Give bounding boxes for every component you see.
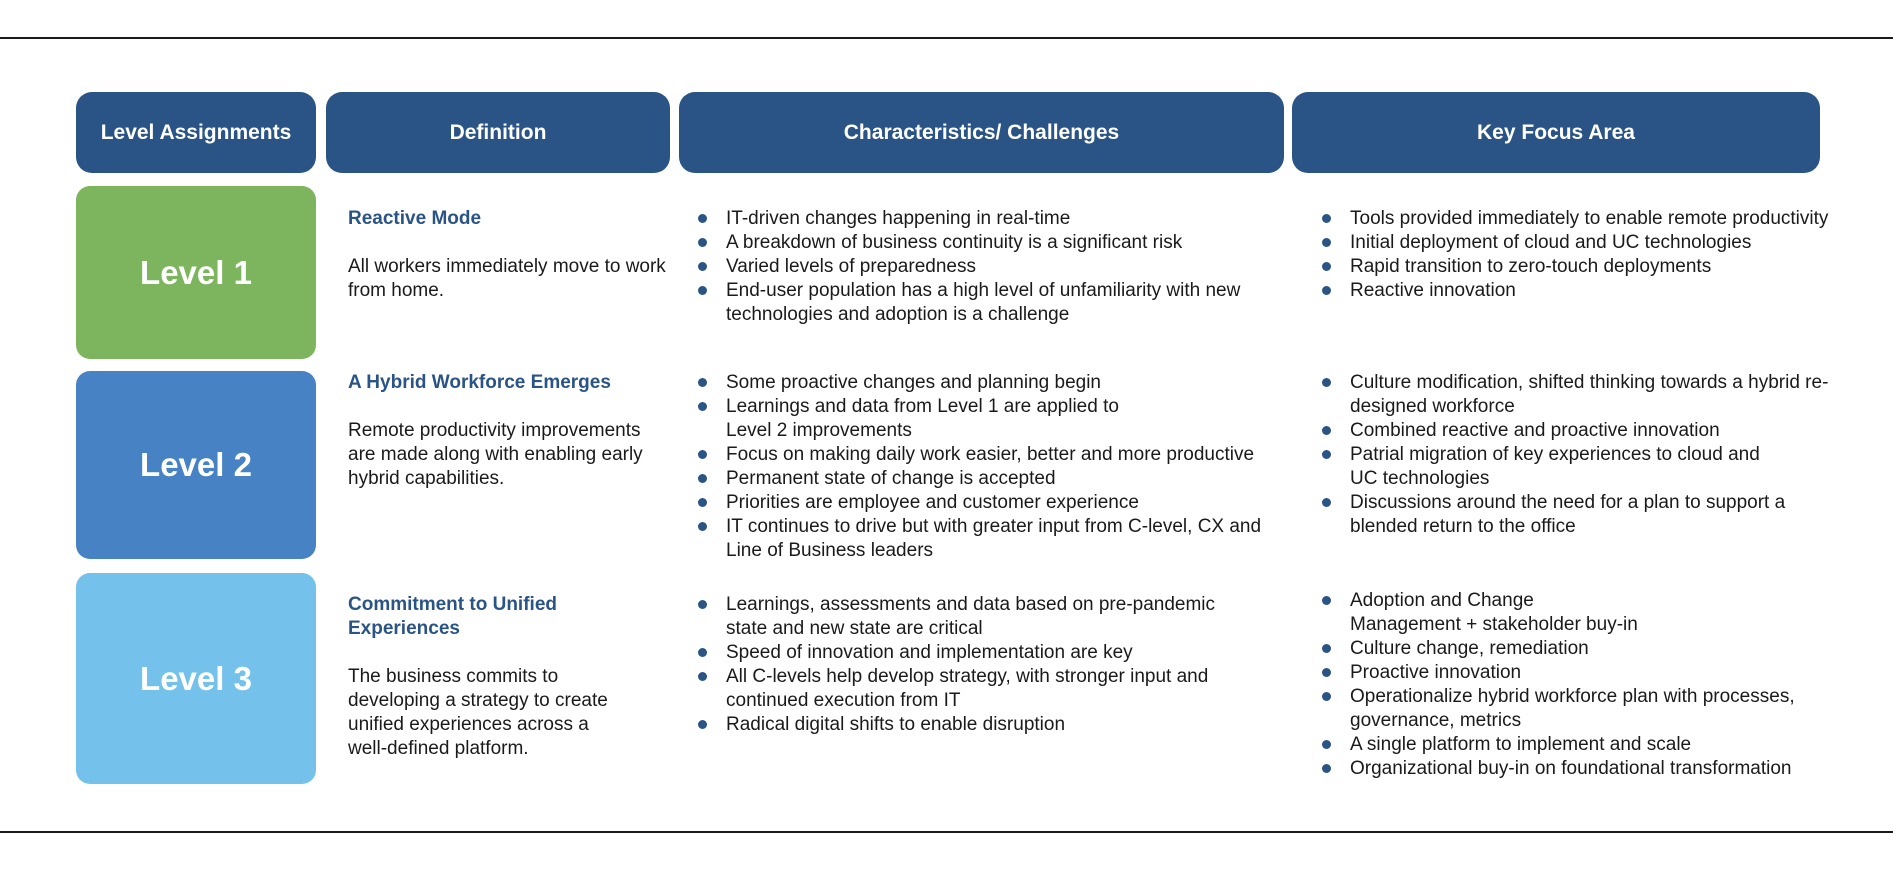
header-definition: Definition bbox=[326, 92, 670, 173]
top-rule bbox=[0, 37, 1893, 39]
list-item: Varied levels of preparedness bbox=[696, 255, 1296, 279]
definition-text: All workers immediately move to work from home. bbox=[348, 256, 666, 301]
list-item: Permanent state of change is accepted bbox=[696, 467, 1296, 491]
definition-text: Remote productivity improvements are made along with enabling early hybrid capabilities. bbox=[348, 420, 643, 489]
characteristics-level-1 bbox=[696, 207, 1296, 327]
list-item: Operationalize hybrid workforce plan with processes, governance, metrics bbox=[1320, 685, 1890, 733]
list-item: Adoption and Change Management + stakeholder buy-in bbox=[1320, 589, 1890, 637]
list-item: Combined reactive and proactive innovation bbox=[1320, 419, 1890, 443]
characteristics-level-3 bbox=[696, 593, 1296, 737]
focus-level-3 bbox=[1320, 589, 1890, 781]
level-1-badge: Level 1 bbox=[76, 186, 316, 359]
definition-text: The business commits to developing a strategy to create unified experiences across a well-defined platform. bbox=[348, 666, 608, 759]
focus-level-1 bbox=[1320, 207, 1890, 303]
list-item: Tools provided immediately to enable remote productivity bbox=[1320, 207, 1890, 231]
list-item: A breakdown of business continuity is a significant risk bbox=[696, 231, 1296, 255]
header-level-assignments: Level Assignments bbox=[76, 92, 316, 173]
focus-level-2 bbox=[1320, 371, 1890, 539]
list-item: IT continues to drive but with greater input from C-level, CX and Line of Business leaders bbox=[696, 515, 1296, 563]
list-item: Focus on making daily work easier, better and more productive bbox=[696, 443, 1296, 467]
list-item: Some proactive changes and planning begin bbox=[696, 371, 1296, 395]
level-2-badge: Level 2 bbox=[76, 371, 316, 559]
definition-title: Reactive Mode bbox=[348, 208, 482, 229]
list-item: A single platform to implement and scale bbox=[1320, 733, 1890, 757]
list-item: Speed of innovation and implementation are key bbox=[696, 641, 1296, 665]
level-3-badge: Level 3 bbox=[76, 573, 316, 784]
header-characteristics: Characteristics/ Challenges bbox=[679, 92, 1284, 173]
definition-level-3 bbox=[348, 593, 648, 761]
list-item: Culture modification, shifted thinking towards a hybrid re-designed workforce bbox=[1320, 371, 1890, 419]
list-item: Rapid transition to zero-touch deployments bbox=[1320, 255, 1890, 279]
header-key-focus: Key Focus Area bbox=[1292, 92, 1820, 173]
list-item: Radical digital shifts to enable disruption bbox=[696, 713, 1296, 737]
list-item: Culture change, remediation bbox=[1320, 637, 1890, 661]
definition-level-2 bbox=[348, 371, 668, 491]
characteristics-level-2 bbox=[696, 371, 1296, 563]
list-item: Organizational buy-in on foundational transformation bbox=[1320, 757, 1890, 781]
list-item: Reactive innovation bbox=[1320, 279, 1890, 303]
list-item: IT-driven changes happening in real-time bbox=[696, 207, 1296, 231]
definition-level-1 bbox=[348, 207, 668, 303]
list-item: Discussions around the need for a plan to support a blended return to the office bbox=[1320, 491, 1890, 539]
definition-title: Commitment to Unified Experiences bbox=[348, 594, 557, 639]
list-item: Initial deployment of cloud and UC technologies bbox=[1320, 231, 1890, 255]
definition-title: A Hybrid Workforce Emerges bbox=[348, 372, 611, 393]
list-item: Learnings and data from Level 1 are applied to Level 2 improvements bbox=[696, 395, 1296, 443]
list-item: End-user population has a high level of unfamiliarity with new technologies and adoption is a challenge bbox=[696, 279, 1296, 327]
list-item: Patrial migration of key experiences to cloud and UC technologies bbox=[1320, 443, 1890, 491]
list-item: Priorities are employee and customer experience bbox=[696, 491, 1296, 515]
list-item: Learnings, assessments and data based on pre-pandemic state and new state are critical bbox=[696, 593, 1296, 641]
list-item: All C-levels help develop strategy, with stronger input and continued execution from IT bbox=[696, 665, 1296, 713]
bottom-rule bbox=[0, 831, 1893, 833]
list-item: Proactive innovation bbox=[1320, 661, 1890, 685]
